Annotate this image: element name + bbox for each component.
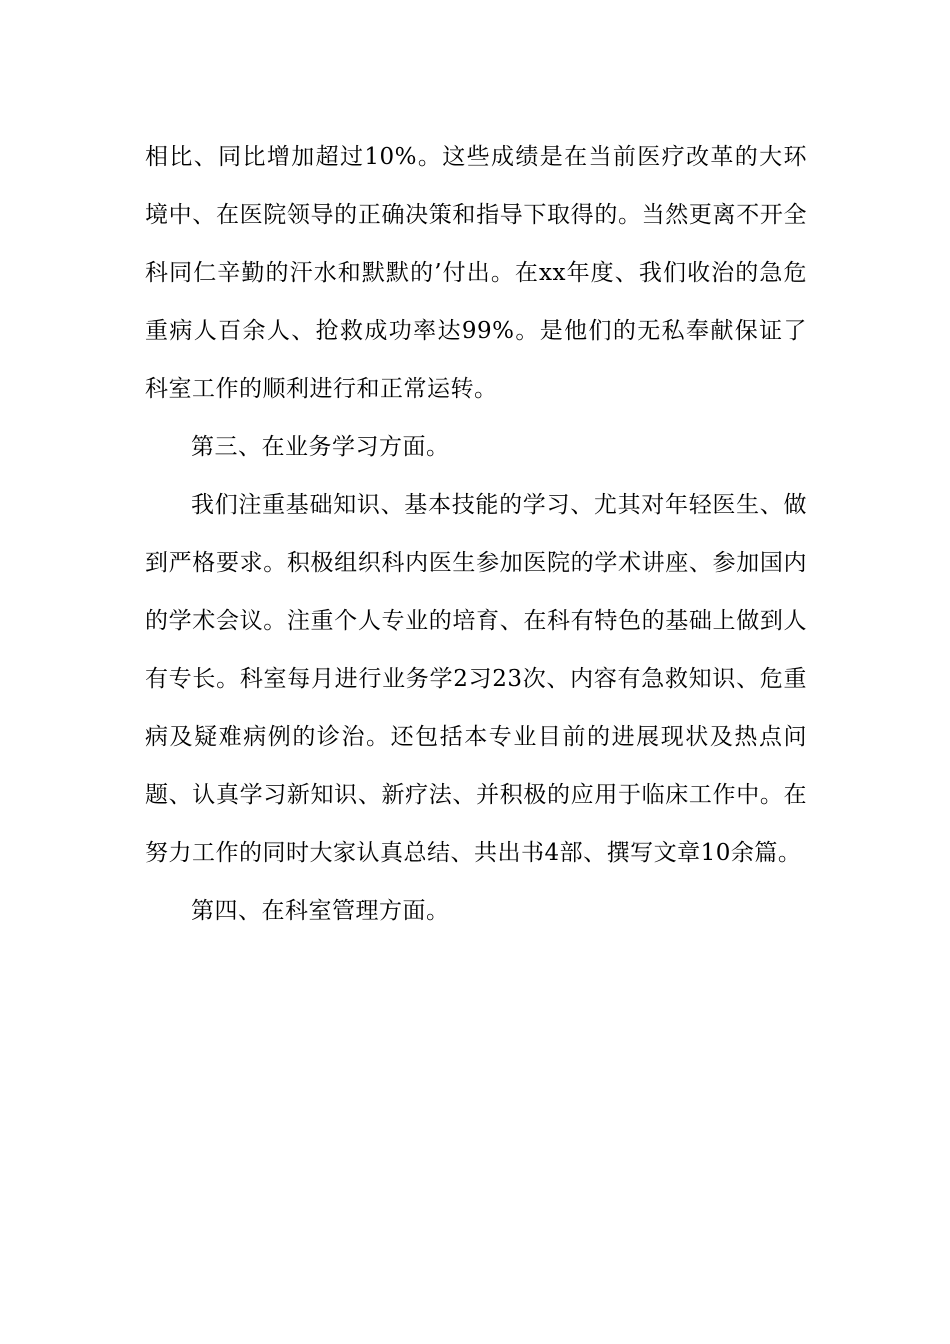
paragraph-summary: 相比、同比增加超过10%。这些成绩是在当前医疗改革的大环境中、在医院领导的正确决策和指导下取得的。当然更离不开全科同仁辛勤的汗水和默默的’付出。在xx年度、我们收治的急危重病人百余人、抢救成功率达99%。是他们的无私奉献保证了科室工作的顺利进行和正常运转。 — [145, 144, 807, 402]
document-body — [145, 128, 807, 940]
section-heading-business-study: 第三、在业务学习方面。 — [191, 434, 450, 460]
paragraph-business-study: 我们注重基础知识、基本技能的学习、尤其对年轻医生、做到严格要求。积极组织科内医生参加医院的学术讲座、参加国内的学术会议。注重个人专业的培育、在科有特色的基础上做到人有专长。科室每月进行业务学2习23次、内容有急救知识、危重病及疑难病例的诊治。还包括本专业目前的进展现状及热点问题、认真学习新知识、新疗法、并积极的应用于临床工作中。在努力工作的同时大家认真总结、共出书4部、撰写文章10余篇。 — [145, 492, 807, 866]
section-heading-department-management: 第四、在科室管理方面。 — [191, 898, 450, 924]
